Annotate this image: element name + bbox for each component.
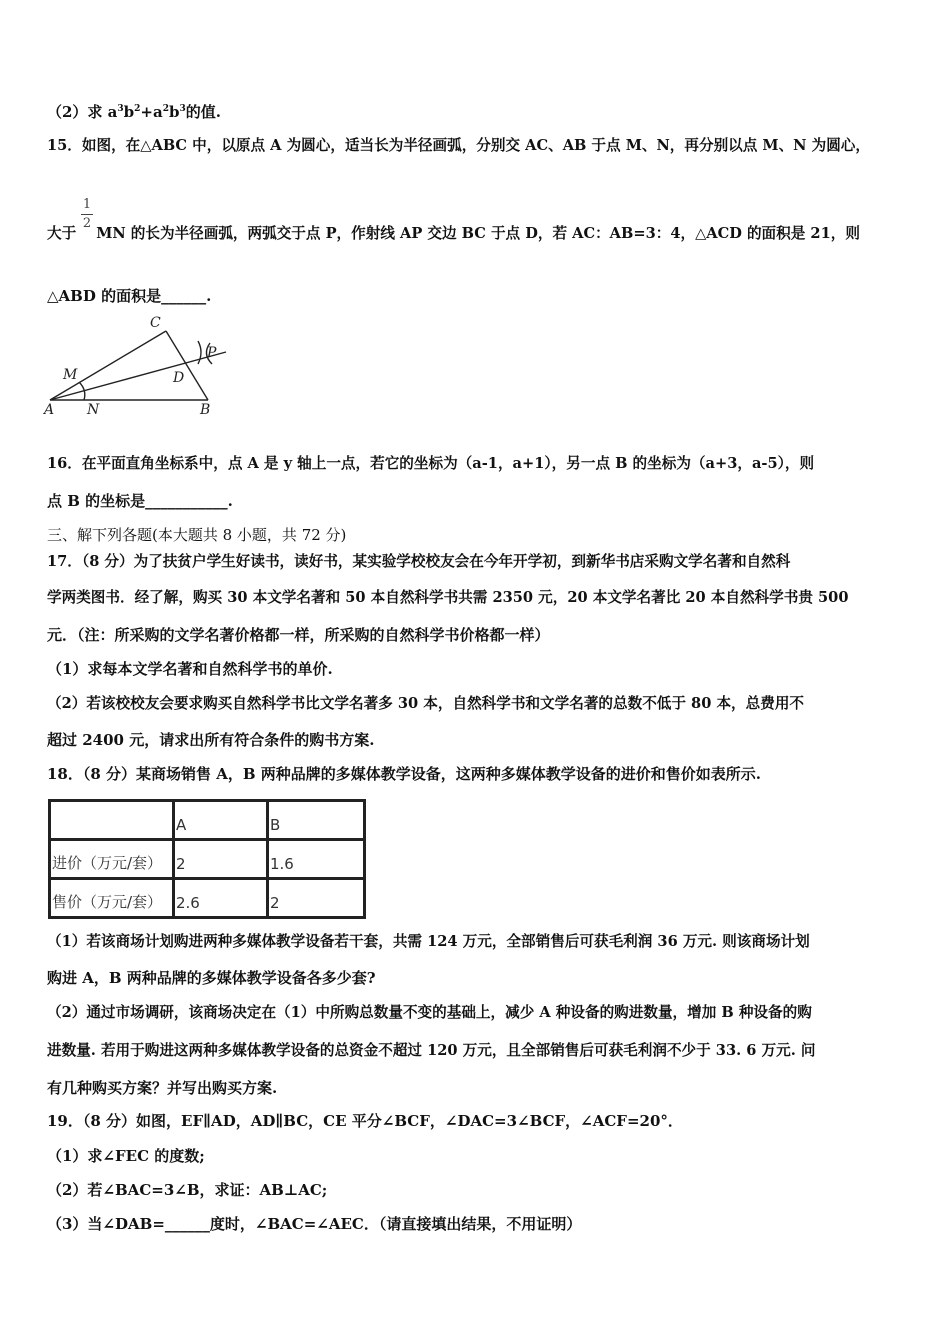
q15-line3: △ABD 的面积是______. — [47, 287, 212, 305]
q18-line5: 进数量. 若用于购进这两种多媒体教学设备的总资金不超过 120 万元，且全部销售后可获毛利润不少于 33. 6 万元. 问 — [47, 1042, 816, 1059]
table-header-row — [50, 801, 365, 840]
q14-part2: （2）求 $a^3b^2+a^2b^3$的值. — [47, 103, 221, 121]
triangle-figure — [40, 312, 240, 422]
table-cell: 2 — [268, 879, 365, 918]
table-row — [50, 840, 365, 879]
q18-line2: （1）若该商场计划购进两种多媒体教学设备若干套，共需 124 万元，全部销售后可获毛利润 36 万元. 则该商场计划 — [47, 933, 810, 950]
side-bc — [166, 331, 208, 400]
q19-line4: （3）当∠DAB=______度时，∠BAC=∠AEC．（请直接填出结果，不用证明） — [47, 1215, 582, 1233]
q16-line2: 点 B 的坐标是___________. — [47, 492, 233, 510]
side-ac — [50, 331, 166, 400]
table-cell: 售价（万元/套） — [50, 879, 174, 918]
fraction-numerator: 1 — [82, 197, 92, 212]
q18-line6: 有几种购买方案？并写出购买方案. — [47, 1079, 278, 1097]
q18-line4: （2）通过市场调研，该商场决定在（1）中所购总数量不变的基础上，减少 A 种设备的购进数量，增加 B 种设备的购 — [47, 1004, 812, 1021]
label-a: A — [44, 402, 55, 418]
table-cell: 1.6 — [268, 840, 365, 879]
table-cell: 2.6 — [174, 879, 268, 918]
q16-line1: 16．在平面直角坐标系中，点 A 是 y 轴上一点，若它的坐标为（a-1，a+1），另一点 B 的坐标为（a+3，a-5），则 — [47, 455, 815, 472]
q17-line2: 学两类图书．经了解，购买 30 本文学名著和 50 本自然科学书共需 2350 元，20 本文学名著比 20 本自然科学书贵 500 — [47, 589, 849, 606]
q15-line1: 15．如图，在△ABC 中，以原点 A 为圆心，适当长为半径画弧，分别交 AC、AB 于点 M、N，再分别以点 M、N 为圆心， — [47, 137, 870, 154]
q19-line3: （2）若∠BAC=3∠B，求证：AB⊥AC; — [47, 1181, 328, 1199]
label-m: M — [63, 367, 78, 383]
q17-line3: 元．（注：所采购的文学名著价格都一样，所采购的自然科学书价格都一样） — [47, 626, 550, 644]
label-d: D — [173, 370, 185, 386]
price-table — [48, 799, 366, 919]
section3-heading: 三、解下列各题(本大题共 8 小题，共 72 分) — [47, 526, 347, 544]
q17-line5: （2）若该校校友会要求购买自然科学书比文学名著多 30 本，自然科学书和文学名著的总数不低于 80 本，总费用不 — [47, 695, 805, 712]
q17-line1: 17．（8 分）为了扶贫户学生好读书，读好书，某实验学校校友会在今年开学初，到新华书店采购文学名著和自然科 — [47, 553, 791, 570]
q19-line2: （1）求∠FEC 的度数; — [47, 1147, 205, 1165]
q18-line1: 18．（8 分）某商场销售 A，B 两种品牌的多媒体教学设备，这两种多媒体教学设备的进价和售价如表所示. — [47, 765, 762, 783]
label-b: B — [200, 402, 211, 418]
table-header-cell: B — [268, 801, 365, 840]
table-header-cell — [50, 801, 174, 840]
q19-line1: 19．（8 分）如图，EF∥AD，AD∥BC，CE 平分∠BCF，∠DAC=3∠BCF，∠ACF=20°． — [47, 1112, 683, 1130]
label-p: P — [207, 345, 217, 361]
q17-line4: （1）求每本文学名著和自然科学书的单价. — [47, 660, 333, 678]
table-row — [50, 879, 365, 918]
table-cell: 2 — [174, 840, 268, 879]
fraction-denominator: 2 — [82, 216, 92, 231]
table-cell: 进价（万元/套） — [50, 840, 174, 879]
q18-line3: 购进 A，B 两种品牌的多媒体教学设备各多少套? — [47, 969, 376, 987]
arc-p1 — [198, 341, 201, 364]
q15-line2: 大于 MN 的长为半径画弧，两弧交于点 P，作射线 AP 交边 BC 于点 D，若 AC：AB=3：4，△ACD 的面积是 21，则 — [47, 225, 860, 242]
label-c: C — [150, 315, 161, 331]
q17-line6: 超过 2400 元，请求出所有符合条件的购书方案. — [47, 731, 375, 749]
table-header-cell: A — [174, 801, 268, 840]
label-n: N — [87, 402, 100, 418]
